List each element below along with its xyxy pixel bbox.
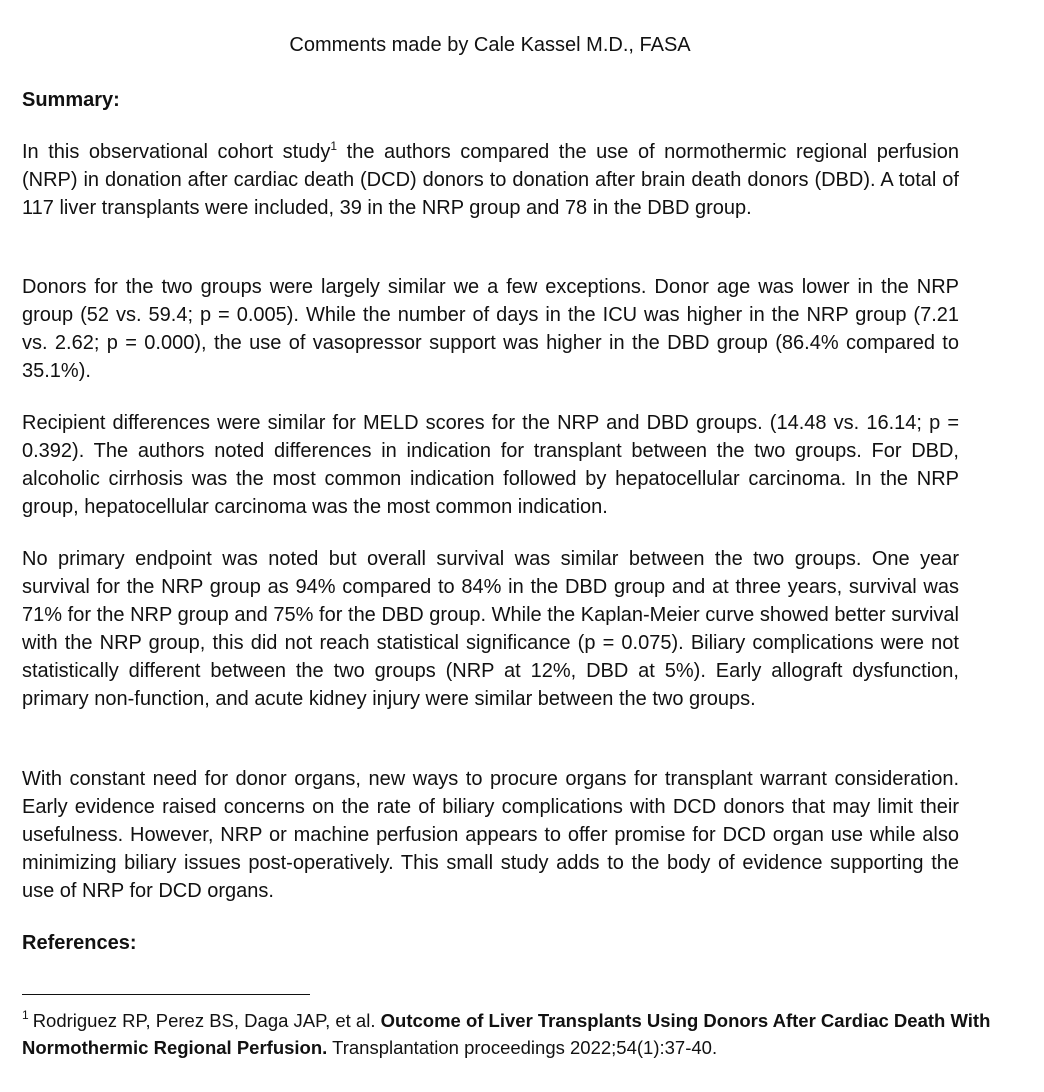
summary-paragraph-2: Donors for the two groups were largely similar we a few exceptions. Donor age was lower in the NRP group (52 vs. 59.4; p = 0.005). While the number of days in the ICU was higher in the NRP group (7.21 vs. 2.62; p = 0.000), the use of vasopressor support was higher in the DBD group (86.4% compared to 35.1%).: [22, 276, 959, 382]
footnote-citation: [22, 1007, 1037, 1061]
citation-authors: Rodriguez RP, Perez BS, Daga JAP, et al.: [32, 1010, 381, 1031]
references-heading: References:: [22, 932, 137, 954]
footnote-marker: 1: [22, 1008, 29, 1022]
summary-paragraph-4: No primary endpoint was noted but overall survival was similar between the two groups. One year survival for the NRP group as 94% compared to 84% in the DBD group and at three years, survival was 71% for the NRP group and 75% for the DBD group. While the Kaplan-Meier curve showed better survival with the NRP group, this did not reach statistical significance (p = 0.075). Biliary complications were not statistically different between the two groups (NRP at 12%, DBD at 5%). Early allograft dysfunction, primary non-function, and acute kidney injury were similar between the two groups.: [22, 548, 959, 710]
summary-paragraph-5: With constant need for donor organs, new ways to procure organs for transplant warrant consideration. Early evidence raised concerns on the rate of biliary complications with DCD donors that may limit their usefulness. However, NRP or machine perfusion appears to offer promise for DCD organ use while also minimizing biliary issues post-operatively. This small study adds to the body of evidence supporting the use of NRP for DCD organs.: [22, 768, 959, 902]
paragraph-1-text-end: the authors compared the use of normothermic regional perfusion (NRP) in donation after cardiac death (DCD) donors to donation after brain death donors (DBD). A total of 117 liver transplants were included, 39 in the NRP group and 78 in the DBD group.: [22, 141, 959, 219]
page-header: Comments made by Cale Kassel M.D., FASA: [289, 34, 691, 56]
citation-source: Transplantation proceedings 2022;54(1):37-40.: [327, 1037, 718, 1058]
summary-paragraph-1: [22, 138, 959, 222]
summary-paragraph-3: Recipient differences were similar for MELD scores for the NRP and DBD groups. (14.48 vs. 16.14; p = 0.392). The authors noted differences in indication for transplant between the two groups. For DBD, alcoholic cirrhosis was the most common indication followed by hepatocellular carcinoma. In the NRP group, hepatocellular carcinoma was the most common indication.: [22, 412, 959, 518]
paragraph-1-text-start: In this observational cohort study: [22, 141, 331, 163]
footnote-divider: [22, 994, 310, 995]
citation-title: Outcome of Liver Transplants Using Donors After Cardiac Death With Normothermic Regional Perfusion.: [22, 1010, 991, 1058]
summary-heading: Summary:: [22, 89, 120, 111]
reference-marker: 1: [330, 139, 338, 153]
